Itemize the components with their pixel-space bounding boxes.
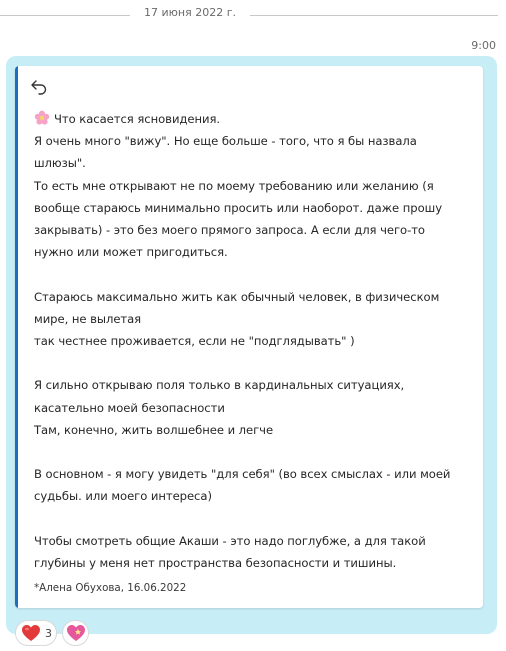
message-time: 9:00 bbox=[471, 39, 496, 52]
date-separator bbox=[0, 4, 506, 26]
message-line: Я очень много "вижу". Но еще больше - того, что я бы назвала bbox=[34, 134, 417, 149]
paragraph-gap bbox=[34, 441, 474, 463]
divider-left bbox=[0, 15, 130, 16]
message-text bbox=[34, 108, 474, 574]
heart-icon bbox=[21, 624, 41, 642]
message-line: шлюзы". bbox=[34, 156, 86, 171]
message-line: вообще стараюсь минимально просить или наоборот. даже прошу bbox=[34, 200, 443, 215]
heart-pink-icon bbox=[66, 624, 86, 642]
message-line bbox=[34, 108, 474, 130]
message-line: В основном - я могу увидеть "для себя" (во всех смыслах - или моей bbox=[34, 467, 451, 482]
reaction-pink-heart[interactable] bbox=[62, 620, 89, 646]
date-label: 17 июня 2022 г. bbox=[144, 6, 236, 19]
signature: *Алена Обухова, 16.06.2022 bbox=[34, 582, 187, 594]
message-line: касательно моей безопасности bbox=[34, 400, 225, 415]
reaction-heart[interactable] bbox=[15, 620, 57, 646]
message-line: нужно или может пригодиться. bbox=[34, 245, 228, 260]
quote-accent-bar bbox=[15, 66, 18, 608]
paragraph-gap bbox=[34, 508, 474, 530]
forward-back-icon[interactable] bbox=[29, 78, 49, 96]
message-line: Там, конечно, жить волшебнее и легче bbox=[34, 422, 274, 437]
message-line: Чтобы смотреть общие Акаши - это надо поглубже, а для такой bbox=[34, 533, 426, 548]
message-line-text: Что касается ясновидения. bbox=[54, 112, 221, 126]
message-line: глубины у меня нет пространства безопасности и тишины. bbox=[34, 556, 397, 570]
message-line: То есть мне открывают не по моему требованию или желанию (я bbox=[34, 178, 434, 193]
message-line: закрывать) - это без моего прямого запроса. А если для чего-то bbox=[34, 223, 425, 238]
message-line: Я сильно открываю поля только в кардинальных ситуациях, bbox=[34, 378, 405, 393]
message-line: мире, не вылетая bbox=[34, 311, 142, 326]
forwarded-message-card[interactable] bbox=[15, 66, 483, 608]
message-line: Стараюсь максимально жить как обычный человек, в физическом bbox=[34, 289, 440, 304]
paragraph-gap bbox=[34, 352, 474, 374]
reaction-count: 3 bbox=[45, 626, 52, 640]
message-line: судьбы. или моего интереса) bbox=[34, 489, 212, 504]
paragraph-gap bbox=[34, 263, 474, 285]
message-line: так честнее проживается, если не "подглядывать" ) bbox=[34, 334, 355, 349]
divider-right bbox=[250, 15, 498, 16]
flower-icon bbox=[34, 110, 50, 126]
